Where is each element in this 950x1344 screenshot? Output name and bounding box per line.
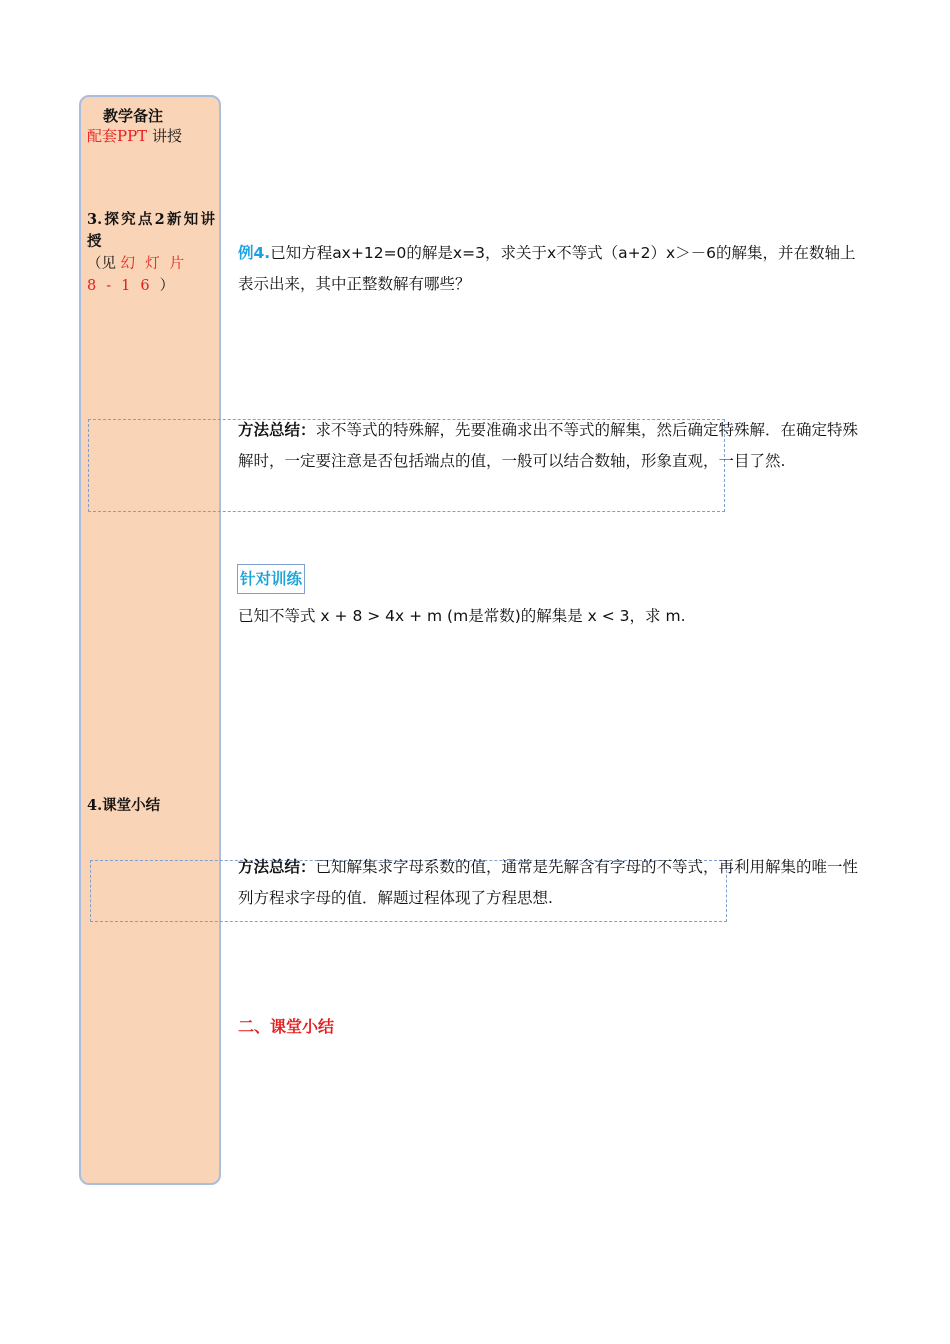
sidebar-step4: 4.课堂小结: [87, 797, 161, 814]
method-summary-2-label: 方法总结：: [238, 858, 316, 876]
step3-line2: 授: [87, 233, 102, 250]
method-summary-1: [238, 415, 863, 477]
method-summary-2: [238, 852, 863, 914]
section-class-summary: 二、课堂小结: [238, 1017, 335, 1036]
example-4-label: 例4.: [238, 244, 271, 262]
step3-slides: [87, 253, 215, 297]
method-summary-1-label: 方法总结：: [238, 421, 316, 439]
step3-open: （见: [87, 256, 116, 272]
method-summary-2-text: 已知解集求字母系数的值，通常是先解含有字母的不等式，再利用解集的唯一性列方程求字母的值．解题过程体现了方程思想.: [238, 858, 859, 907]
example-4: [238, 238, 863, 300]
step3-close: ）: [159, 278, 175, 294]
practice-label: 针对训练: [237, 564, 305, 594]
ppt-label: 配套PPT: [87, 127, 148, 145]
method-summary-1-text: 求不等式的特殊解，先要准确求出不等式的解集，然后确定特殊解．在确定特殊解时，一定要注意是否包括端点的值，一般可以结合数轴，形象直观，一目了然.: [238, 421, 859, 470]
example-4-text: 已知方程ax+12=0的解是x=3，求关于x不等式（a+2）x＞－6的解集，并在数轴上表示出来，其中正整数解有哪些？: [238, 244, 856, 293]
teaching-notes-sidebar: [79, 95, 221, 1185]
sidebar-ppt-note: [87, 125, 182, 146]
step3-slides-range: 幻灯片8-16: [87, 256, 195, 294]
sidebar-step3: [87, 209, 215, 297]
practice-problem: 已知不等式 x + 8 > 4x + m (m是常数)的解集是 x < 3，求 m.: [238, 607, 686, 625]
step3-line1: 3.探究点2新知讲: [87, 211, 215, 228]
ppt-teach: 讲授: [151, 127, 182, 145]
sidebar-title: 教学备注: [103, 107, 164, 125]
